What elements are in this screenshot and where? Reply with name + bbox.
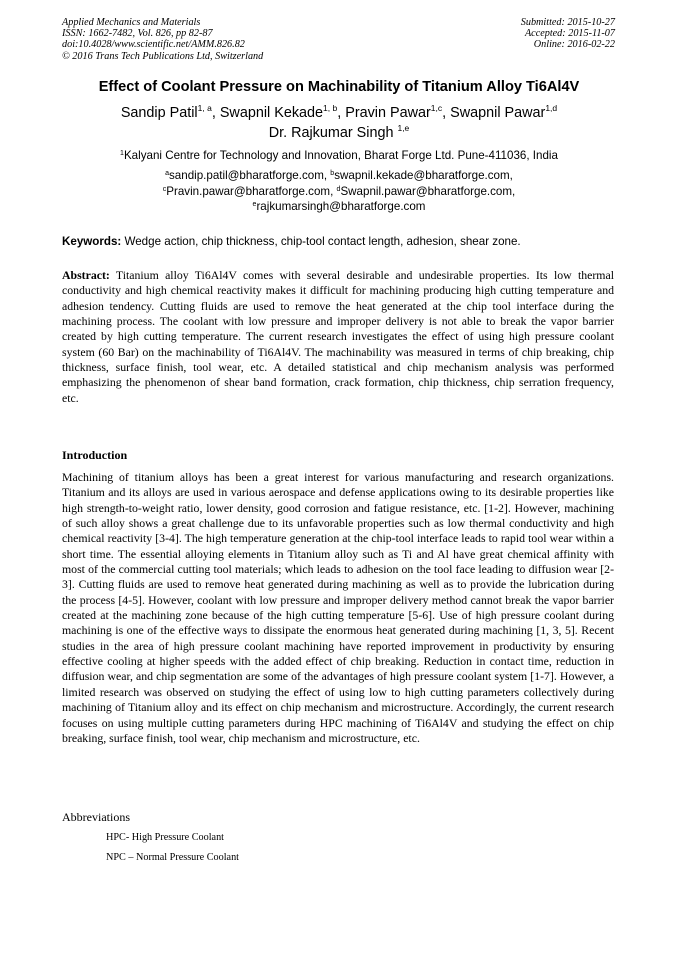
email-mark: d <box>336 185 341 193</box>
abbreviations-list <box>106 828 239 868</box>
abstract-label: Abstract: <box>62 268 110 282</box>
author-separator: , <box>211 105 220 121</box>
journal-info <box>62 17 263 62</box>
author-name: Swapnil Pawar <box>450 105 546 121</box>
email-mark: a <box>165 170 169 177</box>
online-date: Online: 2016-02-22 <box>533 39 615 51</box>
abbreviations-heading: Abbreviations <box>62 810 130 824</box>
journal-name: Applied Mechanics and Materials <box>62 17 201 28</box>
issn-line: ISSN: 1662-7482, Vol. 826, pp 82-87 <box>62 28 213 40</box>
keywords <box>62 235 622 248</box>
author-affiliation-mark: 1, b <box>323 103 338 113</box>
author-name: Swapnil Kekade <box>219 105 324 121</box>
doi-line: doi:10.4028/www.scientific.net/AMM.826.82 <box>62 39 245 51</box>
author-separator: , <box>442 105 451 121</box>
email-address: swapnil.kekade@bharatforge.com, <box>334 169 513 182</box>
author-affiliation-mark: 1,d <box>545 103 558 113</box>
paper-title: Effect of Coolant Pressure on Machinability of Titanium Alloy Ti6Al4V <box>98 79 580 95</box>
email-mark: c <box>162 185 167 193</box>
abbreviation-item: HPC- High Pressure Coolant <box>106 832 225 843</box>
email-address: rajkumarsingh@bharatforge.com <box>256 200 426 213</box>
submitted-date: Submitted: 2015-10-27 <box>520 17 615 28</box>
keywords-text: Wedge action, chip thickness, chip-tool contact length, adhesion, shear zone. <box>121 235 521 248</box>
keywords-label: Keywords: <box>62 235 122 248</box>
author-line-2 <box>0 123 678 143</box>
author-line-1 <box>0 103 678 123</box>
author-affiliation-mark: 1,e <box>397 123 410 133</box>
author-name: Dr. Rajkumar Singh <box>268 125 398 141</box>
accepted-date: Accepted: 2015-11-07 <box>524 28 615 40</box>
abstract <box>62 268 614 406</box>
submission-dates <box>521 17 615 51</box>
email-mark: b <box>330 170 335 177</box>
affiliation-text: Kalyani Centre for Technology and Innovation, Bharat Forge Ltd. Pune-411036, India <box>123 149 558 162</box>
author-name: Pravin Pawar <box>345 105 431 121</box>
introduction-paragraph: Machining of titanium alloys has been a great interest for various manufacturing and research organizations. Titanium and its alloys are used in various aerospace and defense applications owing to its desirable properties like high strength-to-weight ratio, lower density, good corrosion and fatigue resistance, etc. [1-2]. However, machining of such alloy shows a great challenge due to its unfavorable properties such as low thermal conductivity and high chemical reactivity [3-4]. The high temperature generation at the chip-tool interface leads to rapid tool wear within a short time. The essential alloying elements in Titanium alloy such as Ti and Al have great chemical affinity with most of the commercial cutting tool materials; which leads to adhesion on the tool face leading to diffusion wear [2-3]. Cutting fluids are used to remove heat generated during machining as well as to provide the lubrication during the process [4-5]. However, coolant with low pressure and improper delivery method cannot break the vapor barrier created at the machining zone because of the high cutting temperature [5-6]. Use of high pressure coolant during machining is one of the effective ways to dissipate the enormous heat generated during machining [1, 3, 5]. Recent studies in the area of high pressure coolant machining have reported improvement in productivity by ensuring effective cooling at higher speeds with the added effect of chip breaking. Reduction in contact time, reduction in diffusion wear, and chip segmentation are some of the advantages of high pressure coolant system [1-7]. However, a limited research was observed on studying the effect of using low to high cutting parameters collectively during machining of Titanium alloy and its effect on chip mechanism and microstructure. Accordingly, the current research focuses on using multiple cutting parameters during HPC machining of Ti6Al4V and studying the effect on chip breaking, surface finish, tool wear, chip mechanism and microstructure, etc. <box>62 470 614 745</box>
email-mark: e <box>252 201 257 208</box>
email-address: Swapnil.pawar@bharatforge.com, <box>340 184 516 198</box>
author-emails <box>0 168 678 215</box>
author-affiliation-mark: 1,c <box>430 103 443 113</box>
email-address: Pravin.pawar@bharatforge.com, <box>166 184 337 198</box>
email-line <box>0 168 678 184</box>
email-line <box>0 184 678 200</box>
affiliation-mark: 1 <box>120 150 124 157</box>
introduction-heading: Introduction <box>62 448 128 462</box>
author-affiliation-mark: 1, a <box>197 103 212 113</box>
affiliation <box>0 149 678 162</box>
copyright-line: © 2016 Trans Tech Publications Ltd, Switzerland <box>62 50 264 62</box>
author-name: Sandip Patil <box>120 105 198 121</box>
abstract-text: Titanium alloy Ti6Al4V comes with several desirable and undesirable properties. Its low thermal conductivity and high chemical reactivity makes it difficult for machining producing high cutting temperature and adhesion tendency. Cutting fluids are used to remove the heat generated at the chip tool interface during the machining process. The coolant with low pressure and improper delivery is not able to break the vapor barrier created by high cutting temperature. The current research investigates the effect of using high pressure coolant system (60 Bar) on the machinability of Ti6Al4V. The machinability was measured in terms of chip breaking, chip thickness, surface finish, tool wear, etc. A detailed statistical and chip mechanism analysis was performed emphasizing the phenomenon of shear band formation, crack formation, chip thickness, chip serration frequency, etc. <box>62 268 614 405</box>
email-address: sandip.patil@bharatforge.com, <box>169 169 331 182</box>
author-separator: , <box>337 105 346 121</box>
author-list <box>0 103 678 143</box>
email-line <box>0 199 678 215</box>
abbreviation-item: NPC – Normal Pressure Coolant <box>106 852 239 863</box>
